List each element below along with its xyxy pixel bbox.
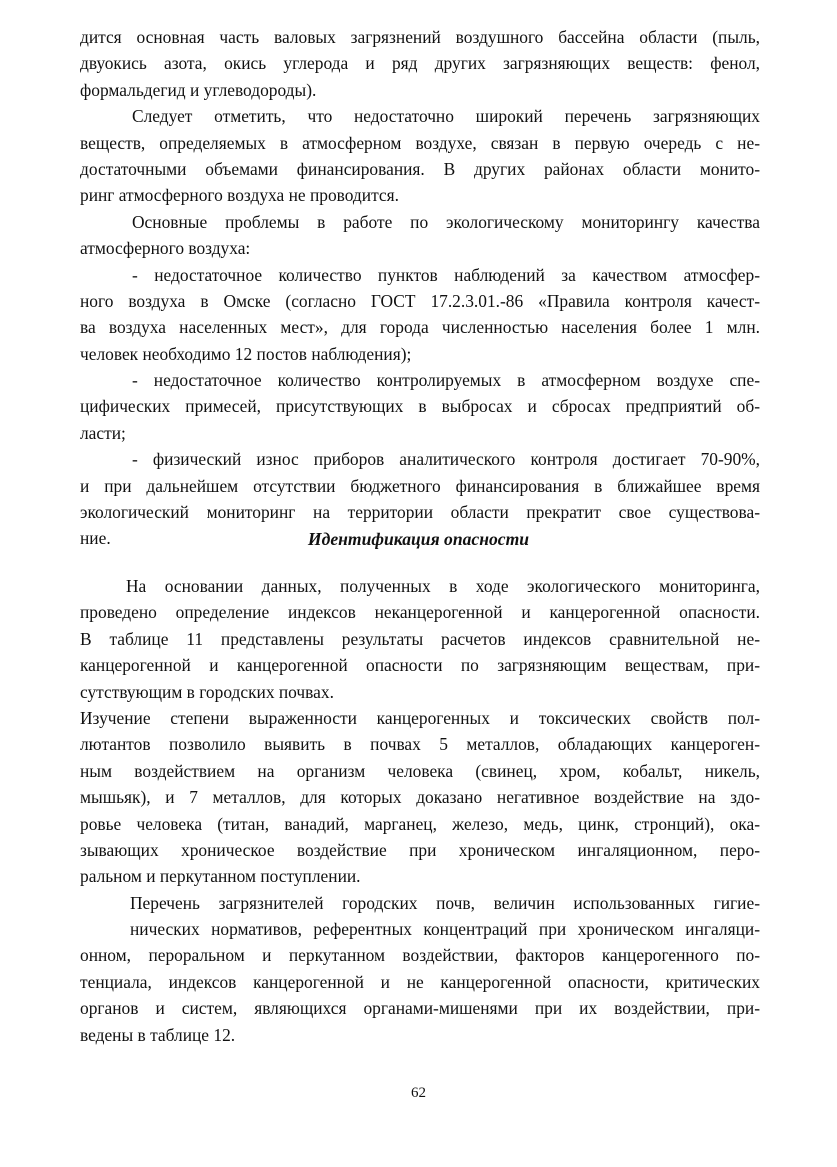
text-line: ние. <box>80 528 111 549</box>
text-line: органов и систем, являющихся органами-мишенями при их воздействии, при- <box>80 998 760 1019</box>
text-line: нических нормативов, референтных концентраций при хроническом ингаляци- <box>130 919 760 940</box>
paragraph <box>80 705 760 890</box>
text-line: ральном и перкутанном поступлении. <box>80 866 361 887</box>
text-line: ного воздуха в Омске (согласно ГОСТ 17.2.3.01.-86 «Правила контроля качест- <box>80 290 760 311</box>
text-line: Следует отметить, что недостаточно широкий перечень загрязняющих <box>132 106 760 127</box>
text-line: двуокись азота, окись углерода и ряд других загрязняющих веществ: фенол, <box>80 53 760 74</box>
text-line: достаточными объемами финансирования. В других районах области монито- <box>80 158 760 179</box>
document-body-bottom <box>80 573 760 1048</box>
text-line: онном, пероральном и перкутанном воздействии, факторов канцерогенного по- <box>80 945 760 966</box>
text-line: В таблице 11 представлены результаты расчетов индексов сравнительной не- <box>80 628 760 649</box>
text-line: ровье человека (титан, ванадий, марганец, железо, медь, цинк, стронций), ока- <box>80 813 760 834</box>
text-line: На основании данных, полученных в ходе экологического мониторинга, <box>126 576 760 596</box>
paragraph <box>80 890 760 1048</box>
text-line: - недостаточное количество пунктов наблюдений за качеством атмосфер- <box>132 264 760 285</box>
text-line: ным воздействием на организм человека (свинец, хром, кобальт, никель, <box>80 760 760 781</box>
section-heading: Идентификация опасности <box>307 529 530 549</box>
text-line: Изучение степени выраженности канцерогенных и токсических свойств пол- <box>80 707 760 728</box>
text-line: ведены в таблице 12. <box>80 1024 236 1045</box>
text-line: формальдегид и углеводороды). <box>80 79 317 100</box>
text-line: Перечень загрязнителей городских почв, величин использованных гигие- <box>130 892 760 913</box>
text-line: экологический мониторинг на территории области прекратит свое существова- <box>80 502 760 523</box>
text-line: - физический износ приборов аналитического контроля достигает 70-90%, <box>132 449 760 470</box>
text-line: канцерогенной и канцерогенной опасности по загрязняющим веществам, при- <box>80 655 760 676</box>
text-line: ринг атмосферного воздуха не проводится. <box>80 185 399 206</box>
text-line: зывающих хроническое воздействие при хроническом ингаляционном, перо- <box>80 839 760 860</box>
text-line: сутствующим в городских почвах. <box>80 681 334 702</box>
paragraph <box>80 24 760 103</box>
text-line: ласти; <box>80 422 126 443</box>
text-line: веществ, определяемых в атмосферном воздухе, связан в первую очередь с не- <box>80 132 760 153</box>
page-number: 62 <box>411 1085 426 1101</box>
text-line: атмосферного воздуха: <box>80 238 251 259</box>
list-item <box>80 262 760 368</box>
text-line: мышьяк), и 7 металлов, для которых доказано негативное воздействие на здо- <box>80 787 760 808</box>
paragraph <box>80 573 760 705</box>
text-line: человек необходимо 12 постов наблюдения); <box>80 343 412 364</box>
text-line: проведено определение индексов неканцерогенной и канцерогенной опасности. <box>80 602 760 623</box>
text-line: ва воздуха населенных мест», для города численностью населения более 1 млн. <box>80 317 760 338</box>
paragraph <box>80 103 760 209</box>
text-line: лютантов позволило выявить в почвах 5 металлов, обладающих канцероген- <box>80 734 760 755</box>
text-line: Основные проблемы в работе по экологическому мониторингу качества <box>132 211 760 232</box>
document-body-top <box>80 24 760 552</box>
list-item <box>80 367 760 446</box>
paragraph <box>80 209 760 262</box>
text-line: и при дальнейшем отсутствии бюджетного финансирования в ближайшее время <box>80 475 760 496</box>
text-line: тенциала, индексов канцерогенной и не канцерогенной опасности, критических <box>80 971 760 992</box>
text-line: дится основная часть валовых загрязнений воздушного бассейна области (пыль, <box>80 27 760 47</box>
text-line: - недостаточное количество контролируемых в атмосферном воздухе спе- <box>132 370 760 391</box>
text-line: цифических примесей, присутствующих в выбросах и сбросах предприятий об- <box>80 396 760 417</box>
